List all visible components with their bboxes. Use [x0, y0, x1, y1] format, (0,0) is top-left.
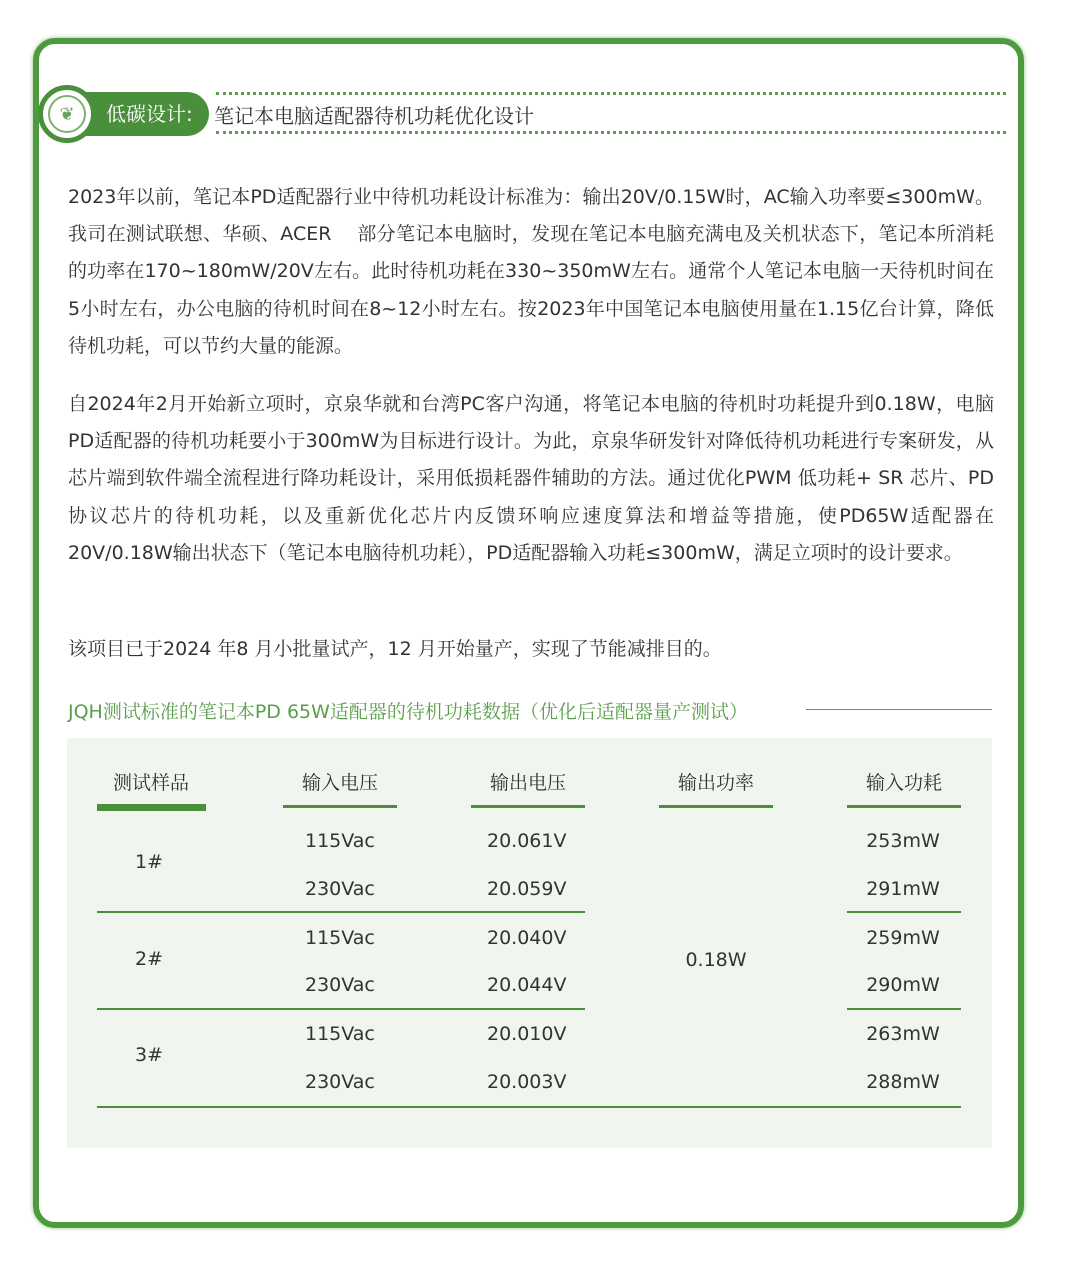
input-voltage-cell: 230Vac [305, 877, 375, 900]
input-power-cell: 253mW [866, 830, 940, 852]
input-power-cell: 259mW [866, 926, 940, 949]
sample-name: 3# [134, 1044, 164, 1066]
column-header: 输出电压 [489, 772, 567, 794]
row-divider [97, 911, 585, 913]
paragraph: 自2024年2月开始新立项时，京泉华就和台湾PC客户沟通，将笔记本电脑的待机时功耗提升到0.18W，电脑PD适配器的待机功耗要小于300mW为目标进行设计。为此，京泉华研发针对降低待机功耗进行专案研发，从芯片端到软件端全流程进行降功耗设计，采用低损耗器件辅助的方法。通过优化PWM 低功耗+ SR 芯片、PD 协议芯片的待机功耗，以及重新优化芯片内反馈环响应速度算法和增益等措施，使PD65W适配器在20V/0.18W输出状态下（笔记本电脑待机功耗），PD适配器输入功耗≤300mW，满足立项时的设计要求。 [68, 393, 994, 564]
data-table [67, 738, 992, 1148]
sample-name: 1# [134, 851, 164, 873]
column-header: 输入功耗 [865, 772, 943, 794]
input-power-cell: 290mW [866, 974, 940, 996]
output-voltage-cell: 20.044V [487, 974, 567, 996]
sample-name: 2# [134, 947, 164, 970]
output-voltage-cell: 20.003V [487, 1070, 567, 1093]
header-underline [97, 804, 206, 811]
section-title: 笔记本电脑适配器待机功耗优化设计 [214, 104, 534, 128]
column-header: 输入电压 [301, 772, 379, 794]
input-voltage-cell: 230Vac [305, 1070, 375, 1093]
header-underline [471, 805, 585, 808]
input-voltage-cell: 115Vac [305, 1023, 375, 1045]
input-power-cell: 288mW [866, 1070, 940, 1093]
input-voltage-cell: 230Vac [305, 974, 375, 996]
row-divider [847, 911, 961, 913]
header-underline [847, 805, 961, 808]
input-voltage-cell: 115Vac [305, 830, 375, 852]
row-divider [97, 1008, 585, 1010]
paragraph: 2023年以前，笔记本PD适配器行业中待机功耗设计标准为：输出20V/0.15W时，AC输入功率要≤300mW。我司在测试联想、华硕、ACER 部分笔记本电脑时，发现在笔记本电脑充满电及关机状态下，笔记本所消耗的功率在170~180mW/20V左右。此时待机功耗在330~350mW左右。通常个人笔记本电脑一天待机时间在5小时左右，办公电脑的待机时间在8~12小时左右。按2023年中国笔记本电脑使用量在1.15亿台计算，降低待机功耗，可以节约大量的能源。 [68, 186, 994, 357]
dotted-divider [216, 131, 1006, 134]
dotted-divider [216, 92, 1006, 95]
output-voltage-cell: 20.010V [487, 1023, 567, 1045]
badge-label: 低碳设计: [82, 92, 209, 136]
caption-rule [806, 709, 992, 710]
header-underline [659, 805, 773, 808]
column-header: 测试样品 [112, 772, 190, 794]
output-power-cell: 0.18W [685, 949, 747, 971]
output-voltage-cell: 20.040V [487, 926, 567, 949]
table-bottom-rule [97, 1106, 961, 1108]
leaf-globe-icon: ❦ [38, 85, 96, 143]
paragraph: 该项目已于2024 年8 月小批量试产，12 月开始量产，实现了节能减排目的。 [68, 638, 722, 660]
section-badge [38, 85, 209, 143]
input-voltage-cell: 115Vac [305, 926, 375, 949]
column-header: 输出功率 [677, 772, 755, 794]
input-power-cell: 263mW [866, 1023, 940, 1045]
table-caption: JQH测试标准的笔记本PD 65W适配器的待机功耗数据（优化后适配器量产测试） [68, 701, 748, 723]
header-underline [283, 805, 397, 808]
output-voltage-cell: 20.059V [487, 877, 567, 900]
input-power-cell: 291mW [866, 877, 940, 900]
output-voltage-cell: 20.061V [487, 830, 567, 852]
row-divider [847, 1008, 961, 1010]
